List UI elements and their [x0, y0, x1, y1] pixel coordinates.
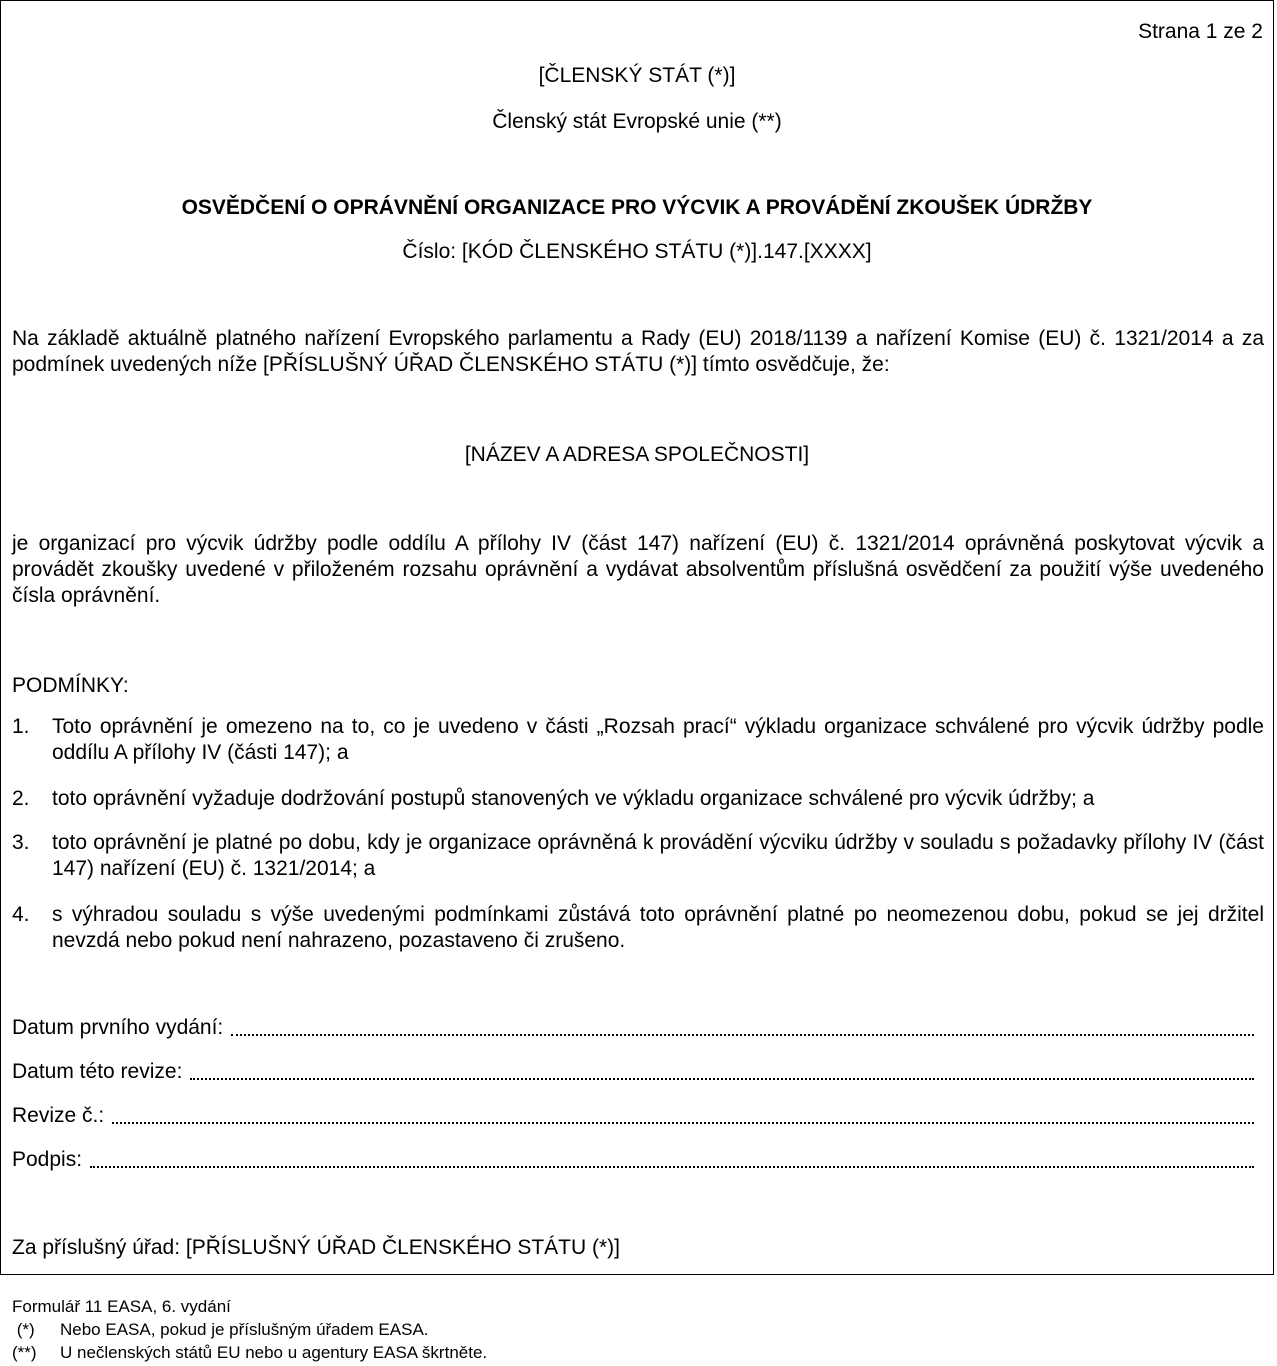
signature-label: Podpis: [12, 1148, 83, 1171]
footnote-text: Nebo EASA, pokud je příslušným úřadem EASA. [60, 1320, 429, 1339]
footnote-mark: (*) [12, 1320, 35, 1339]
condition-text: toto oprávnění vyžaduje dodržování postupů stanovených ve výkladu organizace schválené pro výcvik údržby; a [52, 787, 1095, 810]
revision-date-label: Datum této revize: [12, 1060, 183, 1083]
condition-text: Toto oprávnění je omezeno na to, co je uvedeno v části „Rozsah prací“ výkladu organizace schválené pro výcvik údržby podle oddílu A přílohy IV (části 147); a [52, 715, 1264, 764]
revision-number-label: Revize č.: [12, 1104, 105, 1127]
body-paragraph: je organizací pro výcvik údržby podle oddílu A přílohy IV (část 147) nařízení (EU) č. 1321/2014 oprávněná poskytovat výcvik a provádět zkoušky uvedené v přiloženém rozsahu oprávnění a vydávat absolventům příslušná osvědčení za použití výše uvedeného čísla oprávnění. [12, 532, 1264, 607]
conditions-heading: PODMÍNKY: [12, 674, 129, 697]
condition-number: 4. [12, 903, 30, 926]
condition-number: 2. [12, 787, 30, 810]
first-issue-field[interactable] [12, 1015, 1254, 1041]
condition-item [12, 714, 1264, 766]
revision-number-field[interactable] [12, 1103, 1254, 1129]
condition-item [12, 786, 1264, 812]
certificate-number: Číslo: [KÓD ČLENSKÉHO STÁTU (*)].147.[XXXX] [402, 240, 872, 263]
form-reference: Formulář 11 EASA, 6. vydání [12, 1297, 231, 1316]
condition-item [12, 830, 1264, 882]
authority-line: Za příslušný úřad: [PŘÍSLUŠNÝ ÚŘAD ČLENSKÉHO STÁTU (*)] [12, 1236, 620, 1259]
page-number: Strana 1 ze 2 [1138, 20, 1263, 43]
condition-number: 3. [12, 831, 30, 854]
revision-date-dotted-line[interactable] [190, 1059, 1254, 1085]
condition-number: 1. [12, 715, 30, 738]
revision-date-field[interactable] [12, 1059, 1254, 1085]
signature-field[interactable] [12, 1147, 1254, 1173]
intro-paragraph: Na základě aktuálně platného nařízení Evropského parlamentu a Rady (EU) 2018/1139 a nařízení Komise (EU) č. 1321/2014 a za podmínek uvedených níže [PŘÍSLUŠNÝ ÚŘAD ČLENSKÉHO STÁTU (*)] tímto osvědčuje, že: [12, 327, 1264, 376]
eu-member-state: Členský stát Evropské unie (**) [492, 110, 782, 133]
page-title: OSVĚDČENÍ O OPRÁVNĚNÍ ORGANIZACE PRO VÝCVIK A PROVÁDĚNÍ ZKOUŠEK ÚDRŽBY [181, 196, 1093, 219]
signature-dotted-line[interactable] [90, 1147, 1254, 1173]
condition-text: toto oprávnění je platné po dobu, kdy je organizace oprávněná k provádění výcviku údržby v souladu s požadavky přílohy IV (část 147) nařízení (EU) č. 1321/2014; a [52, 831, 1264, 880]
condition-item [12, 902, 1264, 954]
footnote [12, 1320, 429, 1340]
company-placeholder: [NÁZEV A ADRESA SPOLEČNOSTI] [464, 443, 810, 466]
footnote-mark: (**) [12, 1343, 37, 1362]
footnote [12, 1343, 487, 1363]
revision-number-dotted-line[interactable] [112, 1103, 1254, 1129]
member-state: [ČLENSKÝ STÁT (*)] [538, 64, 736, 87]
first-issue-label: Datum prvního vydání: [12, 1016, 224, 1039]
footnote-text: U nečlenských států EU nebo u agentury EASA škrtněte. [60, 1343, 488, 1362]
condition-text: s výhradou souladu s výše uvedenými podmínkami zůstává toto oprávnění platné po neomezenou dobu, pokud se jej držitel nevzdá nebo pokud není nahrazeno, pozastaveno či zrušeno. [52, 903, 1264, 952]
first-issue-dotted-line[interactable] [231, 1015, 1254, 1041]
